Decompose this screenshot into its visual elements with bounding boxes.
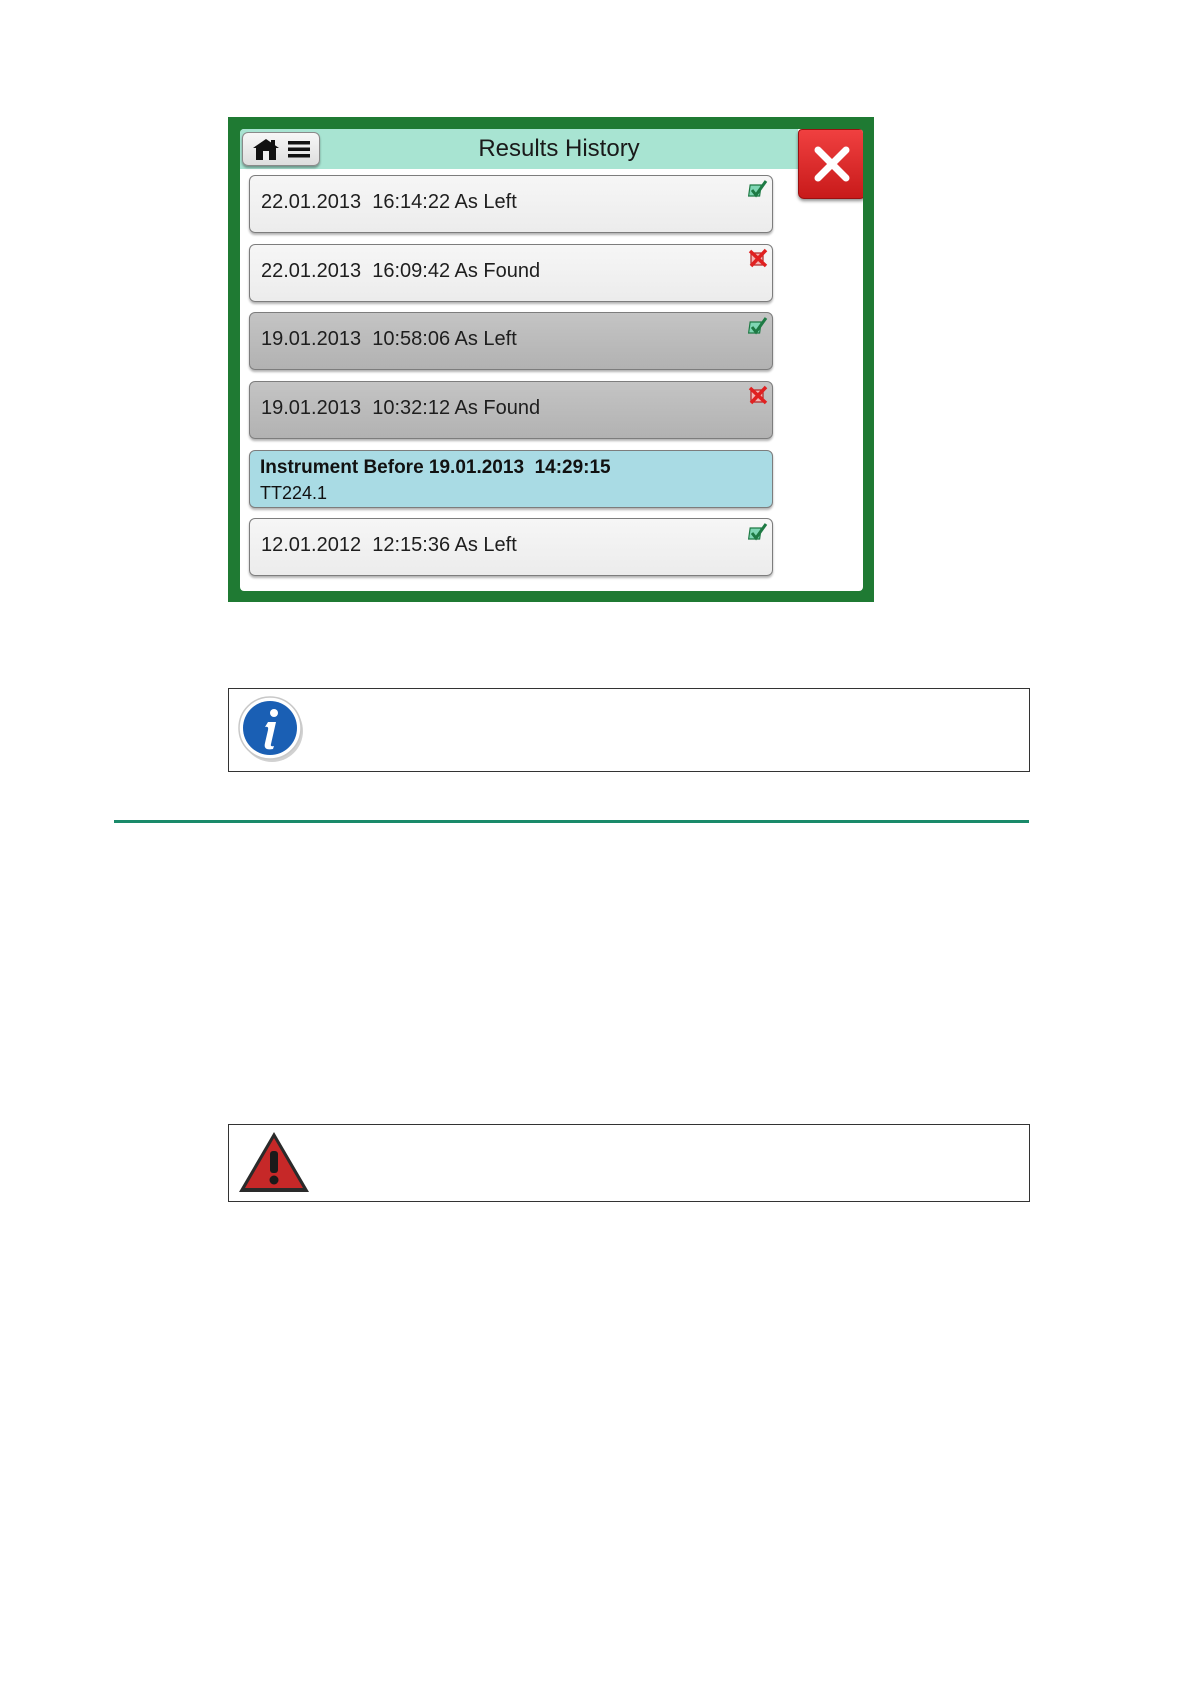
close-button[interactable]	[798, 129, 863, 199]
result-label: 22.01.2013 16:14:22 As Left	[261, 191, 517, 213]
instrument-id: TT224.1	[260, 483, 328, 503]
result-row[interactable]	[249, 381, 773, 439]
check-icon	[748, 179, 768, 199]
result-row[interactable]	[249, 312, 773, 370]
info-icon	[238, 694, 308, 764]
menu-icon	[287, 138, 311, 160]
result-label: 19.01.2013 10:58:06 As Left	[261, 328, 517, 350]
title-bar	[240, 129, 798, 169]
info-note-box	[228, 688, 1030, 772]
cross-icon	[748, 248, 768, 268]
result-label: 22.01.2013 16:09:42 As Found	[261, 260, 541, 282]
result-row[interactable]	[249, 244, 773, 302]
section-divider	[114, 820, 1029, 823]
check-icon	[748, 522, 768, 542]
instrument-group-header[interactable]	[249, 450, 773, 508]
warning-note-box	[228, 1124, 1030, 1202]
instrument-group-title: Instrument Before 19.01.2013 14:29:15	[260, 457, 611, 478]
device-screenshot	[228, 117, 874, 602]
home-icon	[251, 137, 281, 161]
cross-icon	[748, 385, 768, 405]
result-label: 12.01.2012 12:15:36 As Left	[261, 534, 517, 556]
result-row[interactable]	[249, 518, 773, 576]
screen-title: Results History	[478, 135, 640, 162]
result-label: 19.01.2013 10:32:12 As Found	[261, 397, 541, 419]
check-icon	[748, 316, 768, 336]
close-icon	[812, 144, 852, 184]
device-screen	[240, 129, 863, 591]
warning-icon	[237, 1129, 311, 1195]
result-row[interactable]	[249, 175, 773, 233]
home-menu-button[interactable]	[242, 132, 320, 166]
